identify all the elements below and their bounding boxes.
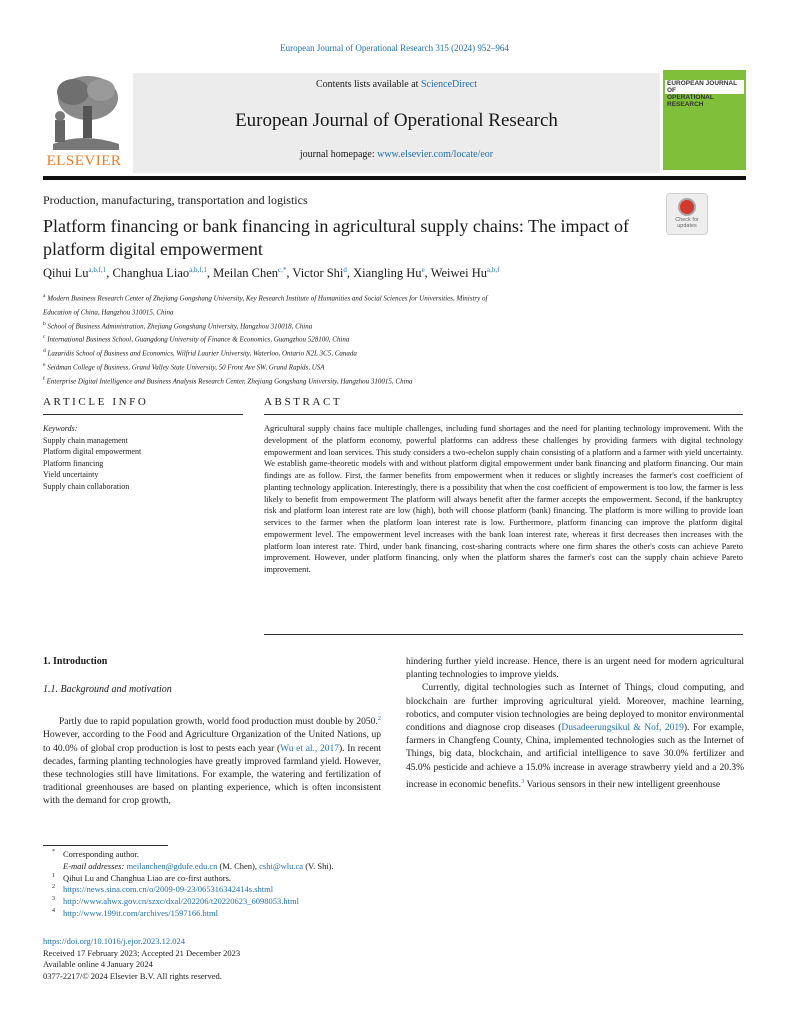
- citation-link[interactable]: Dusadeerungsikul & Nof, 2019: [561, 723, 684, 734]
- footnote-link[interactable]: http://www.ahwx.gov.cn/szxc/dxal/202206/t20220623_6098053.html: [63, 896, 299, 907]
- cover-title: [665, 80, 744, 108]
- keyword: Yield uncertainty: [43, 470, 99, 479]
- footnote: 1 Qihui Lu and Changhua Liao are co-first authors.: [52, 872, 232, 883]
- abstract-text: Agricultural supply chains face multiple challenges, including fund shortages and the need for planting technology improvement. With the development of the platform economy, powerful platforms can address these challenges by providing farmers with digital technology empowerment and loan services. This study considers a two-echelon supply chain consisting of a platform and a farmer with yield uncertainty. We establish game-theoretic models with and without platform digital empowerment under bank financing and platform financing. Our main findings are as follow. First, the farmer benefits from empowerment when it reduces or slightly increases the farmer's cost coefficient of planting technology application. Interestingly, there is a possibility that when the cost coefficient of empowerment is too low, the farmer is less likely to benefit from empowerment The platform will always benefit after the farmer accepts the empowerment. Second, if the bankruptcy risk and platform loan interest rate are low (high), both will choose platform (bank) financing. The platform is more willing to provide loan services to the farmer when the platform loan interest rate is low. Furthermore, platform financing can improve the platform digital empowerment level. The empowerment level increases with the bank loan interest rate, whereas it first decreases then increases with the platform loan interest rate. Third, under bank financing, cost-sharing contracts where one firm shares the other's costs can achieve Pareto improvement. However, under platform financing, only when the platform shares the farmer's cost can the supply chain achieve Pareto improvement.: [264, 424, 743, 574]
- journal-reference[interactable]: European Journal of Operational Research 315 (2024) 952–964: [280, 43, 509, 53]
- footnote: 2 https://news.sina.com.cn/o/2009-09-23/065316342414s.shtml: [52, 884, 274, 895]
- footnote: 3 http://www.ahwx.gov.cn/szxc/dxal/202206/t20220623_6098053.html: [52, 896, 299, 907]
- homepage-line: [133, 149, 660, 160]
- check-updates-icon: [678, 198, 696, 216]
- footnote-corresponding: * Corresponding author.: [52, 849, 140, 859]
- paragraph: Currently, digital technologies such as Internet of Things, cloud computing, and blockchain are further improving agricultural yield. Moreover, machine learning, robotics, and computer vision technologies are being deployed to monitor environmental conditions and diagnose crop diseases (Dusadeerungsikul & Nof, 2019). For example, farmers in Changfeng County, China, implemented technologies such as the Internet of Things, big data, blockchain, and artificial intelligence to save 30.0% fertilizer and 45.0% pesticide and achieve a 15.0% increase in average strawberry yield and a 20.3% increase in economic benefits.$^3$ Various sensors in their new intelligent greenhouse: [406, 683, 744, 790]
- author[interactable]: Meilan Chen$^{c,*}$,: [213, 266, 293, 281]
- abstract-bottom-rule: [264, 634, 743, 635]
- cover-line-2: OPERATIONAL RESEARCH: [667, 94, 714, 108]
- footnote-rule: [43, 845, 168, 846]
- footnote-link[interactable]: https://news.sina.com.cn/o/2009-09-23/065316342414s.shtml: [63, 884, 274, 895]
- affiliation: $^a$ Modern Business Research Center of Zhejiang Gongshang University, Key Research Institute of Humanities and Social Sciences for Universities, Ministry of: [43, 293, 488, 303]
- body-column-right: [406, 656, 744, 792]
- email-link[interactable]: cshi@wlu.ca: [259, 860, 304, 871]
- footnote-link[interactable]: http://www.199it.com/archives/1597166.html: [63, 907, 219, 918]
- sciencedirect-link[interactable]: ScienceDirect: [420, 79, 478, 90]
- elsevier-wordmark: ELSEVIER: [46, 153, 122, 169]
- keywords-title: Keywords:: [43, 424, 78, 433]
- publication-info: [43, 936, 240, 982]
- affiliation: $^d$ Lazaridis School of Business and Economics, Wilfrid Laurier University, Waterloo, Ontario N2L 3C5, Canada: [43, 348, 357, 358]
- tree-icon: [43, 70, 125, 152]
- subsection-heading-background: 1.1. Background and motivation: [43, 684, 172, 695]
- footnote-emails: E-mail addresses: meilanchen@gdufe.edu.cn (M. Chen), cshi@wlu.ca (V. Shi).: [63, 860, 334, 871]
- footnote-ref[interactable]: 2: [377, 715, 381, 722]
- author[interactable]: Qihui Lu$^{a,b,f,1}$,: [43, 266, 113, 281]
- abstract-rule: [264, 414, 743, 415]
- email-link[interactable]: meilanchen@gdufe.edu.cn: [126, 860, 218, 871]
- contents-line: [133, 79, 660, 90]
- available-online: Available online 4 January 2024: [43, 959, 153, 970]
- journal-cover[interactable]: [663, 70, 746, 170]
- author[interactable]: Xiangling Hu$^e$,: [353, 266, 431, 281]
- affiliations: [43, 291, 683, 388]
- received-dates: Received 17 February 2023; Accepted 21 December 2023: [43, 947, 241, 958]
- journal-title: European Journal of Operational Research: [235, 110, 558, 131]
- elsevier-logo[interactable]: [43, 70, 125, 170]
- keyword: Supply chain collaboration: [43, 481, 130, 491]
- author[interactable]: Victor Shi$^d$,: [292, 266, 354, 281]
- author-list: [43, 266, 499, 281]
- footnote: 4 http://www.199it.com/archives/1597166.html: [52, 907, 219, 918]
- paragraph: Partly due to rapid population growth, world food production must double by 2050.$^2$ However, according to the Food and Agriculture Organization of the United Nations, up to 40.0% of global crop production is lost to pests each year (Wu et al., 2017). In recent decades, farming planting technologies have greatly improved farmland yield. However, these technologies still have limitations. For example, the watering and fertilization of traditional greenhouses are based on planting experience, which is often inconsistent with the demand for crop growth,: [43, 715, 381, 807]
- masthead: [43, 70, 746, 176]
- doi-link[interactable]: https://doi.org/10.1016/j.ejor.2023.12.024: [43, 936, 185, 946]
- section-heading-introduction: 1. Introduction: [43, 656, 108, 667]
- paper-title: Platform financing or bank financing in agricultural supply chains: The impact of platform digital empowerment: [43, 216, 630, 259]
- affiliation: $^c$ International Business School, Guangdong University of Finance & Economics, Guangzhou 528100, China: [43, 334, 350, 344]
- cover-line-1: EUROPEAN JOURNAL OF: [667, 80, 737, 94]
- masthead-rule: [43, 176, 746, 180]
- section-label: Production, manufacturing, transportation and logistics: [43, 193, 308, 207]
- keyword: Supply chain management: [43, 435, 128, 445]
- citation-link[interactable]: Wu et al., 2017: [280, 743, 339, 754]
- homepage-link[interactable]: www.elsevier.com/locate/eor: [377, 149, 494, 160]
- author[interactable]: Changhua Liao$^{a,b,f,1}$,: [112, 266, 214, 281]
- affiliation: $^f$ Enterprise Digital Intelligence and Business Analysis Research Center, Zhejiang Gongshang University, Hangzhou 310015, China: [43, 375, 413, 386]
- article-info-rule: [43, 414, 243, 415]
- abstract-heading: ABSTRACT: [264, 396, 343, 408]
- contents-prefix: Contents lists available at: [315, 79, 421, 90]
- check-updates-line-2: updates: [677, 223, 697, 229]
- footnotes: [43, 849, 443, 920]
- copyright: 0377-2217/© 2024 Elsevier B.V. All rights reserved.: [43, 970, 222, 981]
- affiliation: Education of China, Hangzhou 310015, China: [43, 308, 174, 317]
- keywords-block: [43, 423, 243, 492]
- author[interactable]: Weiwei Hu$^{a,b,f}$: [430, 266, 500, 281]
- keyword: Platform financing: [43, 458, 104, 468]
- keyword: Platform digital empowerment: [43, 447, 142, 456]
- article-info-heading: ARTICLE INFO: [43, 396, 149, 408]
- masthead-center: [133, 73, 660, 173]
- affiliation: $^e$ Seidman College of Business, Grand Valley State University, 50 Front Ave SW, Grand Rapids, USA: [43, 362, 325, 372]
- affiliation: $^b$ School of Business Administration, Zhejiang Gongshang University, Hangzhou 310018, China: [43, 320, 313, 330]
- body-column-left: [43, 712, 381, 809]
- check-updates-line-1: Check for: [675, 217, 699, 223]
- homepage-prefix: journal homepage:: [299, 149, 378, 160]
- check-for-updates-badge[interactable]: [666, 193, 708, 235]
- paragraph: hindering further yield increase. Hence, there is an urgent need for modern agricultural planting technologies to improve yields.: [406, 657, 744, 681]
- footnote-ref[interactable]: 3: [521, 777, 525, 785]
